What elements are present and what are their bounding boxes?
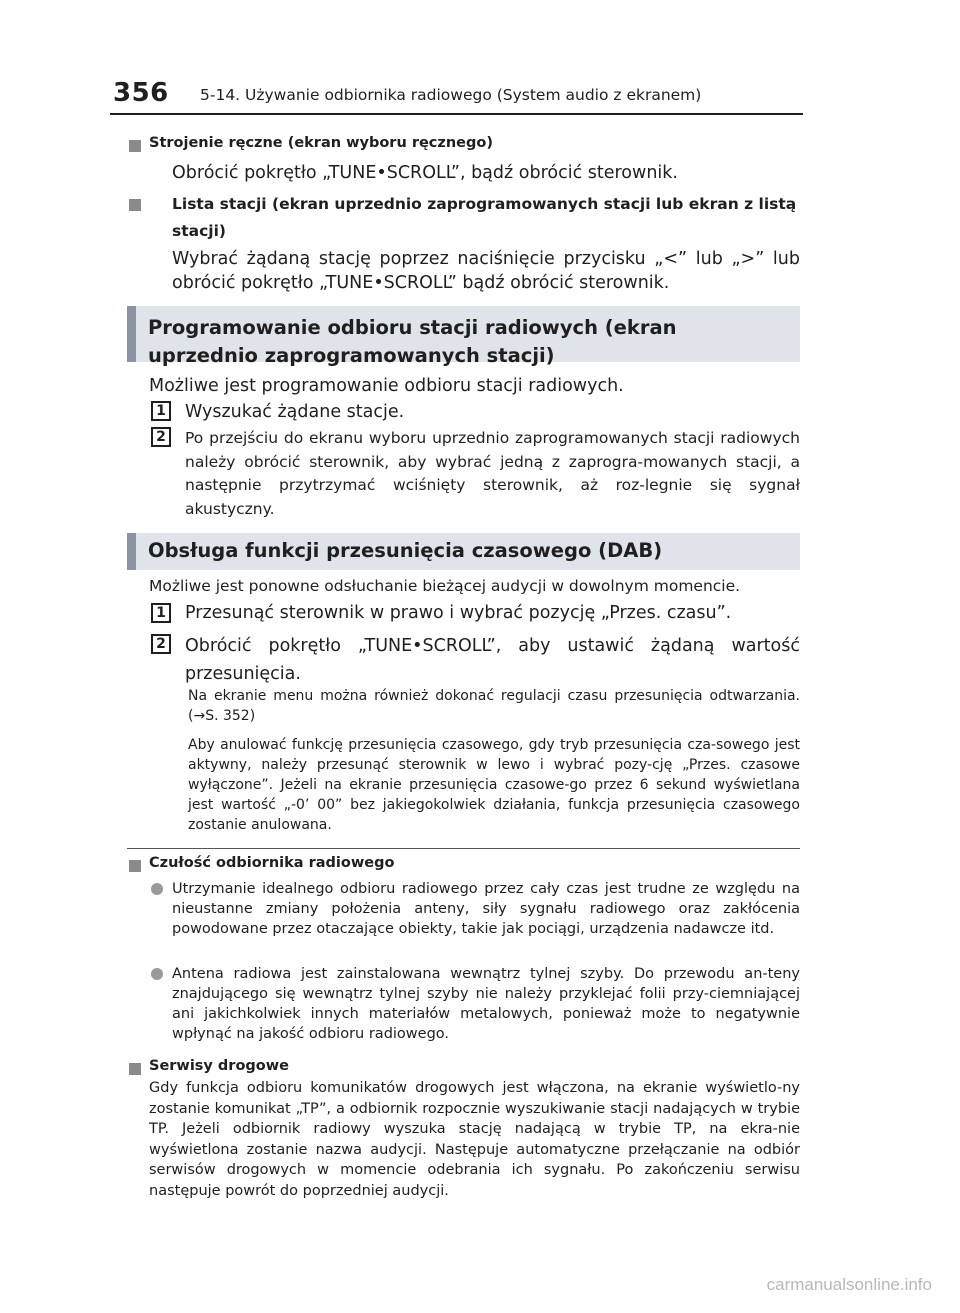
step-number-badge: 2: [151, 427, 171, 447]
chapter-title: 5-14. Używanie odbiornika radiowego (System audio z ekranem): [200, 86, 702, 104]
header-divider: [110, 113, 803, 115]
station-list-text: Wybrać żądaną stację poprzez naciśnięcie przycisku „<” lub „>” lub obrócić pokrętło „TUNE•SCROLL” bądź obrócić sterownik.: [172, 249, 800, 293]
timeshift-note-1: Na ekranie menu można również dokonać regulacji czasu przesunięcia odtwarzania. (→S. 352): [188, 688, 800, 724]
square-bullet-icon: [129, 199, 141, 211]
circle-bullet-icon: [151, 883, 163, 895]
step-number-badge: 1: [151, 401, 171, 421]
watermark: carmanualsonline.info: [766, 1275, 932, 1294]
notes-divider: [127, 848, 800, 849]
sensitivity-bullet-1: Utrzymanie idealnego odbioru radiowego przez cały czas jest trudne ze względu na nieustanne zmiany położenia anteny, siły sygnału radiowego oraz zakłócenia powodowane przez otaczające obiekty, takie jak pociągi, urządzenia nadawcze itd.: [172, 881, 800, 937]
manual-tuning-heading: Strojenie ręczne (ekran wyboru ręcznego): [149, 135, 493, 151]
step-number-badge: 1: [151, 603, 171, 623]
square-bullet-icon: [129, 1063, 141, 1075]
sensitivity-bullet-2: Antena radiowa jest zainstalowana wewnątrz tylnej szyby. Do przewodu an-teny znajdującego się wewnątrz tylnej szyby nie należy przyklejać folii przy-ciemniającej ani jakichkolwiek innych materiałów metalowych, ponieważ może to negatywnie wpłynąć na jakość odbioru radiowego.: [172, 966, 800, 1042]
section-title-programming: Programowanie odbioru stacji radiowych (ekran uprzednio zaprogramowanych stacji): [148, 316, 677, 367]
programming-intro: Możliwe jest programowanie odbioru stacji radiowych.: [149, 376, 624, 396]
circle-bullet-icon: [151, 968, 163, 980]
traffic-text: Gdy funkcja odbioru komunikatów drogowych jest włączona, na ekranie wyświetlo-ny zostanie komunikat „TP”, a odbiornik rozpocznie wyszukiwanie stacji nadających w trybie TP. Jeżeli odbiornik radiowy wyszuka stację nadającą w trybie TP, na ekra-nie wyświetlona zostanie nazwa audycji. Następuje automatyczne przełączanie na odbiór serwisów drogowych w momencie odebrania ich sygnału. Po zakończeniu serwisu następuje powrót do poprzedniej audycji.: [149, 1080, 800, 1199]
sensitivity-heading: Czułość odbiornika radiowego: [149, 855, 395, 871]
programming-step-1: Wyszukać żądane stacje.: [185, 402, 405, 422]
timeshift-step-1: Przesunąć sterownik w prawo i wybrać pozycję „Przes. czasu”.: [185, 603, 732, 623]
section-header-timeshift: [127, 533, 800, 570]
manual-tuning-text: Obrócić pokrętło „TUNE•SCROLL”, bądź obrócić sterownik.: [172, 163, 678, 183]
station-list-heading: Lista stacji (ekran uprzednio zaprogramowanych stacji lub ekran z listą stacji): [172, 195, 797, 240]
programming-step-2: Po przejściu do ekranu wyboru uprzednio zaprogramowanych stacji radiowych należy obrócić sterownik, aby wybrać jedną z zaprogra-mowanych stacji, a następnie przytrzymać wciśnięty sterownik, aż roz-legnie się sygnał akustyczny.: [185, 429, 800, 518]
timeshift-note-2: Aby anulować funkcję przesunięcia czasowego, gdy tryb przesunięcia cza-sowego jest aktywny, należy przesunąć sterownik w lewo i wybrać pozy-cję „Przes. czasowe wyłączone”. Jeżeli na ekranie przesunięcia czasowe-go przez 6 sekund wyświetlana jest wartość „-0’ 00” bez jakiegokolwiek działania, funkcja przesunięcia czasowego zostanie anulowana.: [188, 737, 800, 833]
timeshift-step-2: Obrócić pokrętło „TUNE•SCROLL”, aby ustawić żądaną wartość przesunięcia.: [185, 636, 800, 684]
square-bullet-icon: [129, 860, 141, 872]
traffic-heading: Serwisy drogowe: [149, 1058, 289, 1074]
timeshift-intro: Możliwe jest ponowne odsłuchanie bieżącej audycji w dowolnym momencie.: [149, 577, 741, 595]
step-number-badge: 2: [151, 634, 171, 654]
section-title-timeshift: Obsługa funkcji przesunięcia czasowego (DAB): [148, 539, 663, 562]
square-bullet-icon: [129, 140, 141, 152]
section-header-programming: [127, 306, 800, 367]
page-number: 356: [113, 78, 169, 108]
